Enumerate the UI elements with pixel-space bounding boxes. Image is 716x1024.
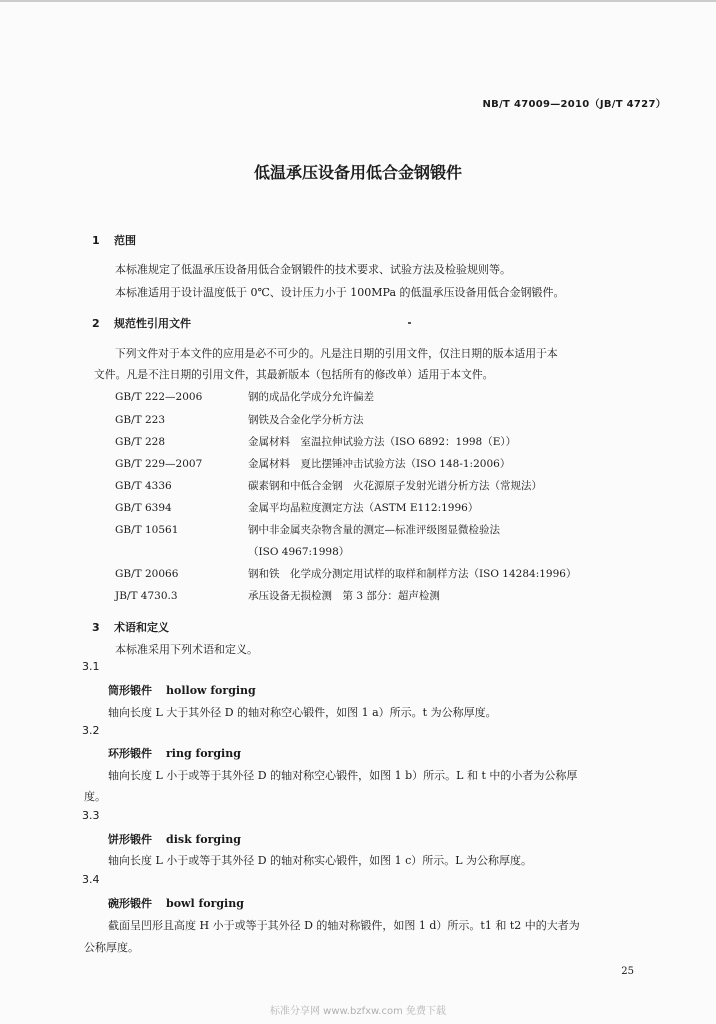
reference-row [115, 588, 440, 603]
footer-watermark: 标准分享网 www.bzfxw.com 免费下载 [270, 1006, 446, 1017]
term-cn: 环形锻件 [108, 747, 152, 760]
reference-code: GB/T 222—2006 [115, 391, 203, 403]
section-number: 1 [92, 234, 100, 247]
term-en: bowl forging [166, 897, 244, 910]
page-number: 25 [621, 966, 634, 977]
section-title: 规范性引用文件 [114, 317, 191, 330]
reference-title: 钢的成品化学成分允许偏差 [248, 391, 374, 403]
reference-title: 钢铁及合金化学分析方法 [248, 414, 364, 426]
section-1-heading [92, 232, 136, 248]
term-definition: 轴向长度 L 小于或等于其外径 D 的轴对称实心锻件，如图 1 c）所示。L 为公称厚度。 [108, 854, 533, 867]
term-name [108, 682, 256, 698]
term-cn: 饼形锻件 [108, 833, 152, 846]
reference-code: GB/T 223 [115, 414, 166, 426]
reference-code: GB/T 4336 [115, 480, 172, 492]
term-definition-continued: 公称厚度。 [84, 941, 139, 954]
paragraph: 文件。凡是不注日期的引用文件，其最新版本（包括所有的修改单）适用于本文件。 [94, 368, 494, 381]
term-name [108, 831, 241, 847]
reference-row [115, 566, 576, 581]
section-2-heading [92, 315, 191, 331]
reference-row [115, 389, 374, 404]
reference-code: GB/T 228 [115, 436, 166, 448]
term-number: 3.1 [82, 660, 100, 673]
reference-title: 钢中非金属夹杂物含量的测定—标准评级图显微检验法 [248, 524, 500, 536]
reference-row [115, 478, 542, 493]
paragraph: 本标准采用下列术语和定义。 [115, 643, 258, 656]
paragraph: 下列文件对于本文件的应用是必不可少的。凡是注日期的引用文件，仅注日期的版本适用于本 [115, 347, 558, 360]
reference-title: （ISO 4967:1998） [248, 546, 350, 558]
reference-title: 金属平均晶粒度测定方法（ASTM E112:1996） [248, 502, 479, 514]
reference-code: GB/T 10561 [115, 524, 179, 536]
term-number: 3.3 [82, 809, 100, 822]
document-title: 低温承压设备用低合金钢锻件 [253, 163, 462, 182]
term-en: disk forging [166, 833, 241, 846]
term-number: 3.2 [82, 724, 100, 737]
section-3-heading [92, 619, 169, 635]
section-title: 术语和定义 [114, 621, 169, 634]
section-title: 范围 [114, 234, 136, 247]
scan-edge [0, 0, 716, 2]
reference-row [115, 544, 349, 559]
term-definition: 截面呈凹形且高度 H 小于或等于其外径 D 的轴对称锻件，如图 1 d）所示。t1 和 t2 中的大者为 [108, 919, 580, 932]
reference-row [115, 456, 510, 471]
section-number: 2 [92, 317, 100, 330]
reference-title: 承压设备无损检测 第 3 部分：超声检测 [248, 590, 440, 602]
reference-code: GB/T 20066 [115, 568, 179, 580]
paragraph: 本标准适用于设计温度低于 0℃、设计压力小于 100MPa 的低温承压设备用低合金钢锻件。 [115, 286, 565, 299]
reference-code: GB/T 229—2007 [115, 458, 203, 470]
reference-title: 钢和铁 化学成分测定用试样的取样和制样方法（ISO 14284:1996） [248, 568, 577, 580]
reference-title: 碳素钢和中低合金钢 火花源原子发射光谱分析方法（常规法） [248, 480, 542, 492]
reference-row [115, 500, 478, 515]
term-definition-continued: 度。 [84, 790, 106, 803]
section-number: 3 [92, 621, 100, 634]
reference-title: 金属材料 夏比摆锤冲击试验方法（ISO 148-1:2006） [248, 458, 511, 470]
reference-row [115, 522, 500, 537]
reference-row [115, 434, 516, 449]
reference-row [115, 412, 364, 427]
term-definition: 轴向长度 L 大于其外径 D 的轴对称空心锻件，如图 1 a）所示。t 为公称厚度。 [108, 706, 497, 719]
standard-code: NB/T 47009—2010（JB/T 4727） [482, 99, 666, 110]
term-name [108, 895, 244, 911]
paragraph: 本标准规定了低温承压设备用低合金钢锻件的技术要求、试验方法及检验规则等。 [115, 263, 511, 276]
term-en: hollow forging [166, 684, 256, 697]
term-definition: 轴向长度 L 小于或等于其外径 D 的轴对称空心锻件，如图 1 b）所示。L 和 t 中的小者为公称厚 [108, 769, 578, 782]
scan-speck [408, 322, 411, 324]
term-cn: 碗形锻件 [108, 897, 152, 910]
term-cn: 筒形锻件 [108, 684, 152, 697]
term-name [108, 745, 241, 761]
term-en: ring forging [166, 747, 241, 760]
term-number: 3.4 [82, 873, 100, 886]
reference-code: GB/T 6394 [115, 502, 172, 514]
reference-code: JB/T 4730.3 [115, 590, 178, 602]
reference-title: 金属材料 室温拉伸试验方法（ISO 6892：1998（E）） [248, 436, 517, 448]
